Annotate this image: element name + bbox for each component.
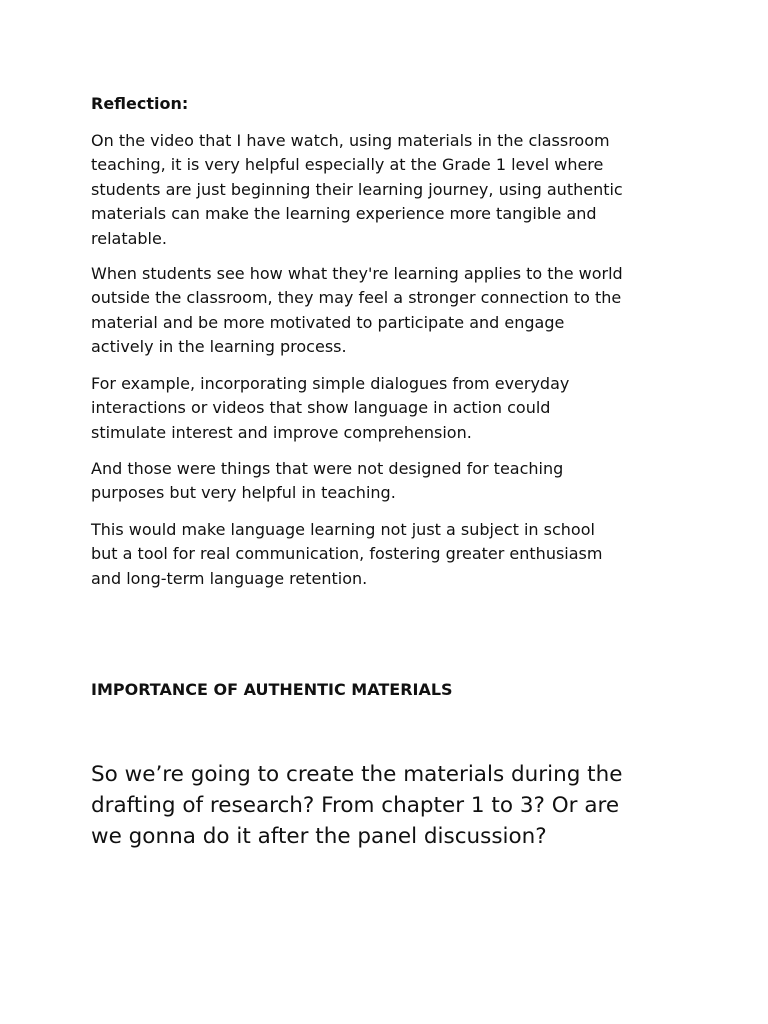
paragraph-real-world-connection: When students see how what they're learning applies to the world outside the classroom, they may feel a stronger connection to the material and be more motivated to participate and engage actively in the learning process. bbox=[91, 264, 623, 357]
paragraph-example: For example, incorporating simple dialogues from everyday interactions or videos that show language in action could stimulate interest and improve comprehension. bbox=[91, 374, 570, 442]
section-title-authentic-materials: IMPORTANCE OF AUTHENTIC MATERIALS bbox=[91, 680, 453, 699]
paragraph-video-reflection: On the video that I have watch, using materials in the classroom teaching, it is very helpful especially at the Grade 1 level where students are just beginning their learning journey, using authentic materials can make the learning experience more tangible and relatable. bbox=[91, 131, 623, 248]
paragraph-not-designed-for-teaching: And those were things that were not designed for teaching purposes but very helpful in teaching. bbox=[91, 459, 564, 503]
reflection-heading: Reflection: bbox=[91, 94, 189, 113]
question-text: So we’re going to create the materials during the drafting of research? From chapter 1 to 3? Or are we gonna do it after the panel discussion? bbox=[91, 762, 623, 849]
paragraph-language-learning: This would make language learning not just a subject in school but a tool for real communication, fostering greater enthusiasm and long-term language retention. bbox=[91, 520, 603, 588]
